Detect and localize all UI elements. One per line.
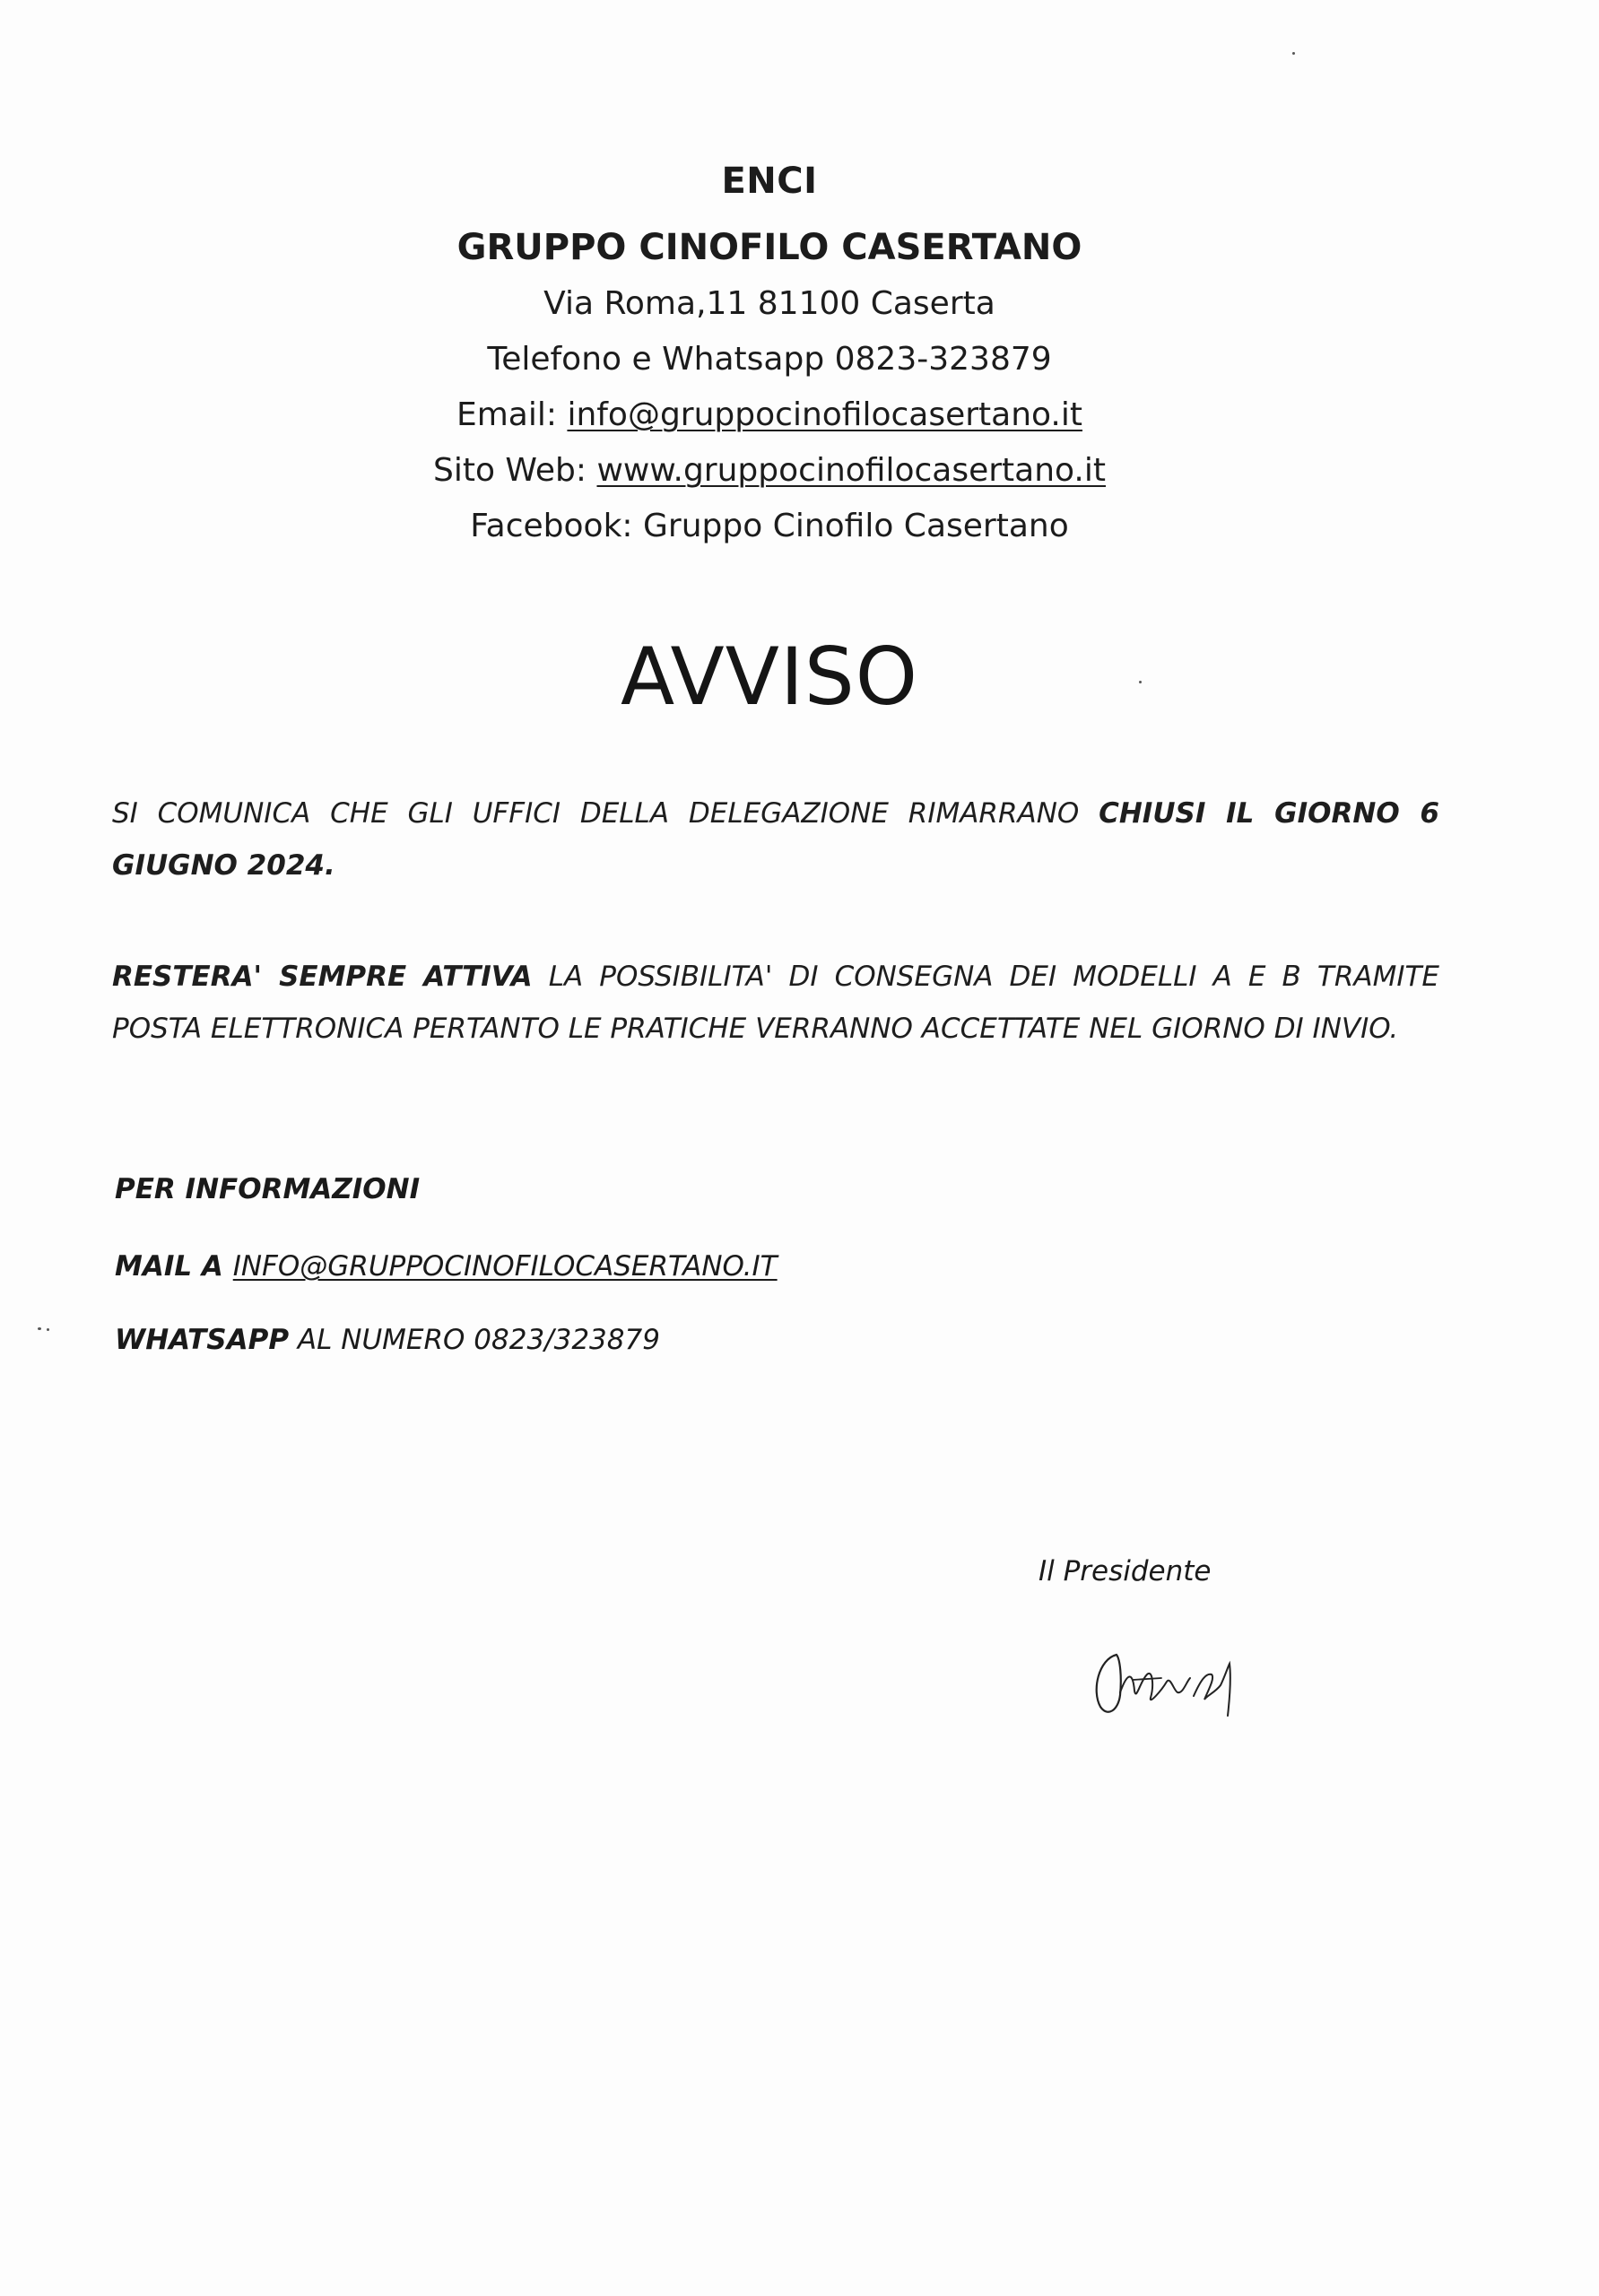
group-name: GRUPPO CINOFILO CASERTANO	[456, 227, 1082, 268]
website-line	[0, 443, 1539, 499]
info-mail-link[interactable]: INFO@GRUPPOCINOFILOCASERTANO.IT	[232, 1250, 778, 1283]
org-name: ENCI	[721, 161, 818, 202]
handwritten-signature	[1081, 1628, 1260, 1726]
whatsapp-number: AL NUMERO 0823/323879	[289, 1324, 660, 1356]
phone-line: Telefono e Whatsapp 0823-323879	[487, 341, 1052, 378]
active-emphasis: RESTERA' SEMPRE ATTIVA	[112, 961, 533, 993]
address-line: Via Roma,11 81100 Caserta	[543, 285, 995, 322]
closure-paragraph	[112, 787, 1439, 891]
info-heading: PER INFORMAZIONI	[115, 1173, 421, 1205]
closure-text: SI COMUNICA CHE GLI UFFICI DELLA DELEGAZIONE RIMARRANO	[112, 797, 1099, 830]
submission-text: LA POSSIBILITA' DI CONSEGNA DEI MODELLI A E B TRAMITE POSTA ELETTRONICA PERTANTO LE PRATICHE VERRANNO ACCETTATE NEL GIORNO DI INVIO.	[112, 961, 1439, 1045]
info-mail-line	[115, 1245, 778, 1288]
scan-speck	[38, 1327, 41, 1330]
facebook-line: Facebook: Gruppo Cinofilo Casertano	[470, 508, 1069, 544]
info-whatsapp-line	[115, 1318, 660, 1361]
email-label: Email:	[456, 396, 568, 433]
website-link[interactable]: www.gruppocinofilocasertano.it	[596, 452, 1106, 489]
scan-speck	[47, 1328, 49, 1331]
email-submission-paragraph	[112, 951, 1439, 1055]
website-label: Sito Web:	[432, 452, 597, 489]
email-line	[0, 387, 1539, 443]
president-label: Il Presidente	[1038, 1555, 1212, 1587]
letterhead	[0, 152, 1539, 554]
scan-speck	[1292, 52, 1295, 55]
email-link[interactable]: info@gruppocinofilocasertano.it	[567, 396, 1082, 433]
scan-speck	[1139, 681, 1142, 683]
whatsapp-label: WHATSAPP	[115, 1324, 290, 1356]
notice-title: AVVISO	[620, 631, 919, 723]
closure-date: CHIUSI IL GIORNO 6 GIUGNO 2024.	[112, 797, 1439, 882]
mail-prefix: MAIL A	[115, 1250, 233, 1283]
